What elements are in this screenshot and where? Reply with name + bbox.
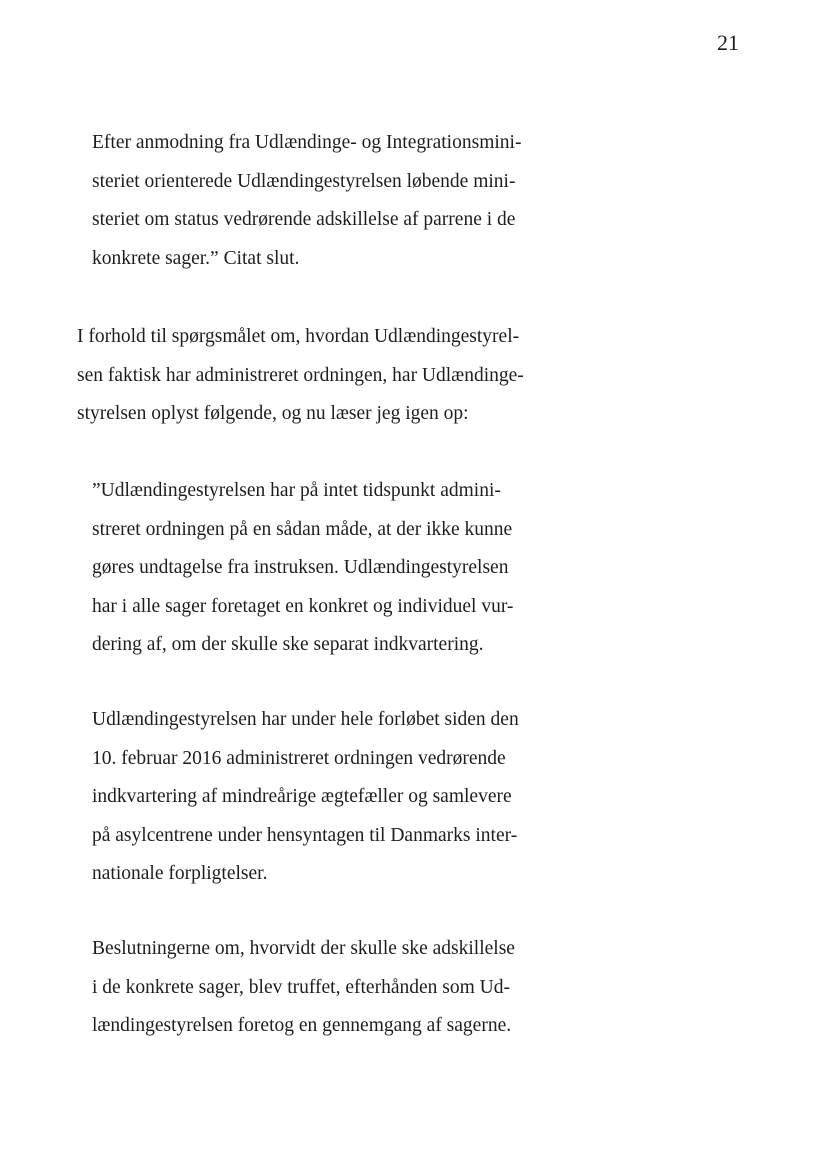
text-line: ”Udlændingestyrelsen har på intet tidspunkt admini- bbox=[92, 480, 501, 501]
text-line: 10. februar 2016 administreret ordningen vedrørende bbox=[92, 747, 506, 769]
quote-paragraph-4 bbox=[92, 930, 515, 1046]
text-line: gøres undtagelse fra instruksen. Udlændingestyrelsen bbox=[92, 557, 509, 579]
text-line: Efter anmodning fra Udlændinge- og Integrationsmini- bbox=[92, 132, 522, 153]
quote-paragraph-3 bbox=[92, 701, 519, 894]
text-line: steriet om status vedrørende adskillelse af parrene i de bbox=[92, 209, 516, 231]
text-line: dering af, om der skulle ske separat indkvartering. bbox=[92, 634, 484, 656]
quote-paragraph-1 bbox=[92, 124, 521, 278]
text-line: lændingestyrelsen foretog en gennemgang af sagerne. bbox=[92, 1015, 512, 1037]
text-line: på asylcentrene under hensyntagen til Danmarks inter- bbox=[92, 824, 518, 846]
quote-paragraph-2 bbox=[92, 472, 513, 665]
text-line: nationale forpligtelser. bbox=[92, 863, 268, 885]
body-paragraph-1 bbox=[77, 318, 524, 434]
text-line: indkvartering af mindreårige ægtefæller og samlevere bbox=[92, 786, 512, 808]
text-line: streret ordningen på en sådan måde, at der ikke kunne bbox=[92, 518, 513, 540]
text-line: i de konkrete sager, blev truffet, efterhånden som Ud- bbox=[92, 976, 510, 998]
text-line: steriet orienterede Udlændingestyrelsen løbende mini- bbox=[92, 170, 516, 192]
text-line: Beslutningerne om, hvorvidt der skulle ske adskillelse bbox=[92, 938, 515, 959]
text-line: Udlændingestyrelsen har under hele forløbet siden den bbox=[92, 709, 519, 730]
text-line: sen faktisk har administreret ordningen, har Udlændinge- bbox=[77, 364, 524, 386]
text-line: konkrete sager.” Citat slut. bbox=[92, 247, 300, 269]
text-line: styrelsen oplyst følgende, og nu læser jeg igen op: bbox=[77, 403, 469, 425]
page-number: 21 bbox=[717, 30, 739, 55]
text-line: har i alle sager foretaget en konkret og individuel vur- bbox=[92, 595, 514, 617]
text-line: I forhold til spørgsmålet om, hvordan Udlændingestyrel- bbox=[77, 326, 520, 347]
